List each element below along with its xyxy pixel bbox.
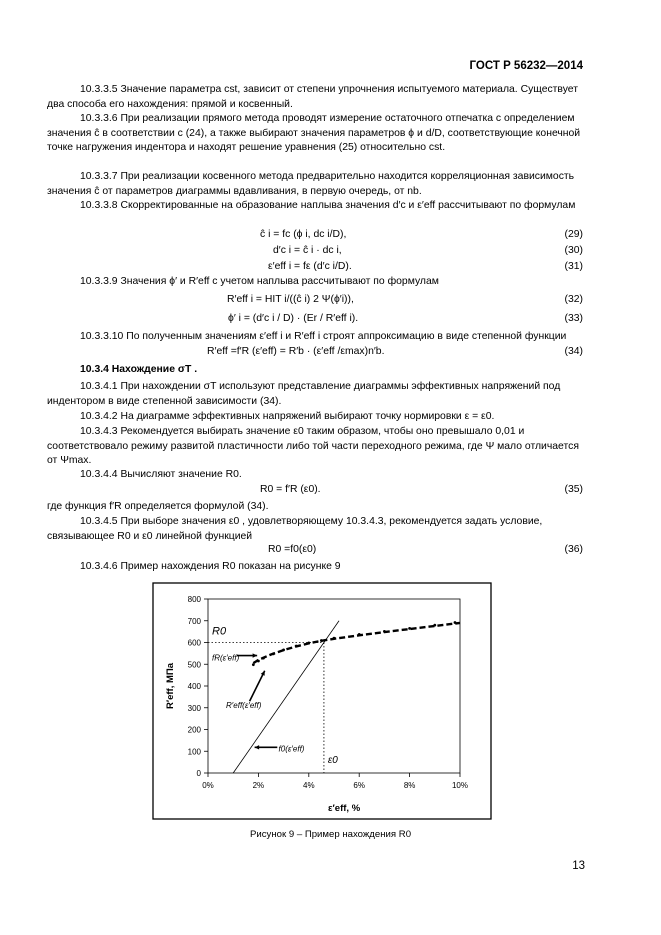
y-tick-label: 700 [187,616,201,626]
y-tick-label: 0 [196,769,201,778]
paragraph-10-3-4-5: 10.3.4.5 При выборе значения ε0 , удовлетворяющему 10.3.4.3, рекомендуется задать условие, связывающее R0 и ε0 линейной функцией [47,516,543,542]
y-tick-label: 400 [187,682,201,691]
f0-annotation: f0(ε′eff) [278,744,305,754]
paragraph-10-3-3-10: 10.3.3.10 По полученным значениям ε′eff i и R′eff i строят аппроксимацию в виде степенной функции [80,331,567,342]
series-point-reff [383,630,386,633]
equation-number-33: (33) [564,313,583,324]
paragraph-10-3-3-8: 10.3.3.8 Скорректированные на образование наплыва значения d′c и ε′eff рассчитывают по формулам [80,200,576,211]
page-number: 13 [572,860,585,872]
series-point-reff [295,645,298,648]
equation-33: ϕ′ i = (d′c i / D) · (Er / R′eff i). [228,313,359,324]
series-point-reff [358,633,361,636]
series-point-reff [320,639,323,642]
section-heading-10-3-4: 10.3.4 Нахождение σT . [80,364,198,375]
equation-number-36: (36) [564,544,583,555]
r0-annotation: R0 [212,625,227,638]
y-tick-label: 300 [187,703,201,713]
equation-number-31: (31) [564,261,583,272]
y-tick-label: 100 [187,747,201,757]
series-point-reff [408,627,411,630]
equation-32: R′eff i = HIT i/((ĉ i) 2 Ψ(ϕ′i)), [227,294,354,305]
equation-number-30: (30) [564,245,583,256]
paragraph-10-3-4-1: 10.3.4.1 При нахождении σT используют представление диаграммы эффективных напряжений под индентором в виде степенной зависимости (34). [47,381,561,407]
series-point-reff [307,642,310,645]
paragraph-10-3-4-2: 10.3.4.2 На диаграмме эффективных напряжений выбирают точку нормировки ε = ε0. [80,411,495,422]
series-point-reff [252,663,255,666]
reff-annotation: R′eff(ε′eff) [226,700,262,710]
equation-36: R0 =f0(ε0) [268,544,317,555]
y-tick-label: 500 [187,660,201,670]
series-point-reff [257,660,260,663]
equation-29: ĉ i = fc (ϕ i, dc i/D), [260,229,347,240]
y-tick-label: 200 [187,725,201,735]
paragraph-10-3-3-7: 10.3.3.7 При реализации косвенного метода предварительно находится корреляционная зависимость значения ĉ от параметров диаграммы вдавливания, в первую очередь, от nb. [47,171,575,197]
equation-35: R0 = f′R (ε0). [260,484,321,495]
equation-number-35: (35) [564,484,583,495]
series-point-reff [272,652,275,655]
paragraph-10-3-3-6: 10.3.3.6 При реализации прямого метода проводят измерение остаточного отпечатка с определением значения ĉ в соответствии с (24), а также выбирают значения параметров ϕ и d/D, соответствующие конечной точке нагружения индентора и находят решение уравнения (25) относительно cst. [47,113,581,154]
x-tick-label: 0% [202,781,214,790]
equation-34: R′eff =f′R (ε′eff) = R′b · (ε′eff /εmax)n′b. [207,346,385,357]
series-point-reff [262,657,265,660]
equation-number-29: (29) [564,229,583,240]
x-tick-label: 4% [303,781,315,790]
equation-31: ε′eff i = fε (d′c i/D). [268,261,352,272]
figure-9-chart [152,582,492,820]
paragraph-10-3-3-9: 10.3.3.9 Значения ϕ′ и R′eff с учетом наплыва рассчитывают по формулам [80,276,439,287]
equation-number-34: (34) [564,346,583,357]
x-axis-label: ε′eff, % [328,803,361,814]
equation-number-32: (32) [564,294,583,305]
document-header: ГОСТ Р 56232—2014 [469,60,583,72]
paragraph-where: где функция f′R определяется формулой (34). [47,501,269,512]
series-point-reff [454,621,457,624]
paragraph-10-3-4-4: 10.3.4.4 Вычисляют значение R0. [80,469,242,480]
series-point-reff [333,637,336,640]
x-tick-label: 8% [403,781,416,790]
paragraph-10-3-3-5: 10.3.3.5 Значение параметра cst, зависит от степени упрочнения испытуемого материала. Существует два способа его нахождения: прямой и косвенный. [47,84,578,110]
fr-annotation: fR(ε′eff) [212,653,240,663]
x-tick-label: 2% [252,781,265,790]
series-point-reff [282,648,285,651]
paragraph-10-3-4-6: 10.3.4.6 Пример нахождения R0 показан на рисунке 9 [80,561,341,572]
y-axis-label: R′eff, МПа [165,662,176,710]
figure-caption: Рисунок 9 – Пример нахождения R0 [249,829,412,840]
paragraph-10-3-4-3: 10.3.4.3 Рекомендуется выбирать значение ε0 таким образом, чтобы оно превышало 0,01 и соответствовало режиму развитой пластичности либо той части переходного режима, где Ψ мало отличается от Ψmax. [47,426,579,467]
eps0-annotation: ε0 [327,755,338,766]
x-tick-label: 10% [451,781,469,790]
equation-30: d′c i = ĉ i · dc i, [273,245,342,256]
x-tick-label: 6% [353,781,365,790]
y-tick-label: 600 [187,638,201,648]
y-tick-label: 800 [187,595,201,604]
series-point-reff [433,624,436,627]
